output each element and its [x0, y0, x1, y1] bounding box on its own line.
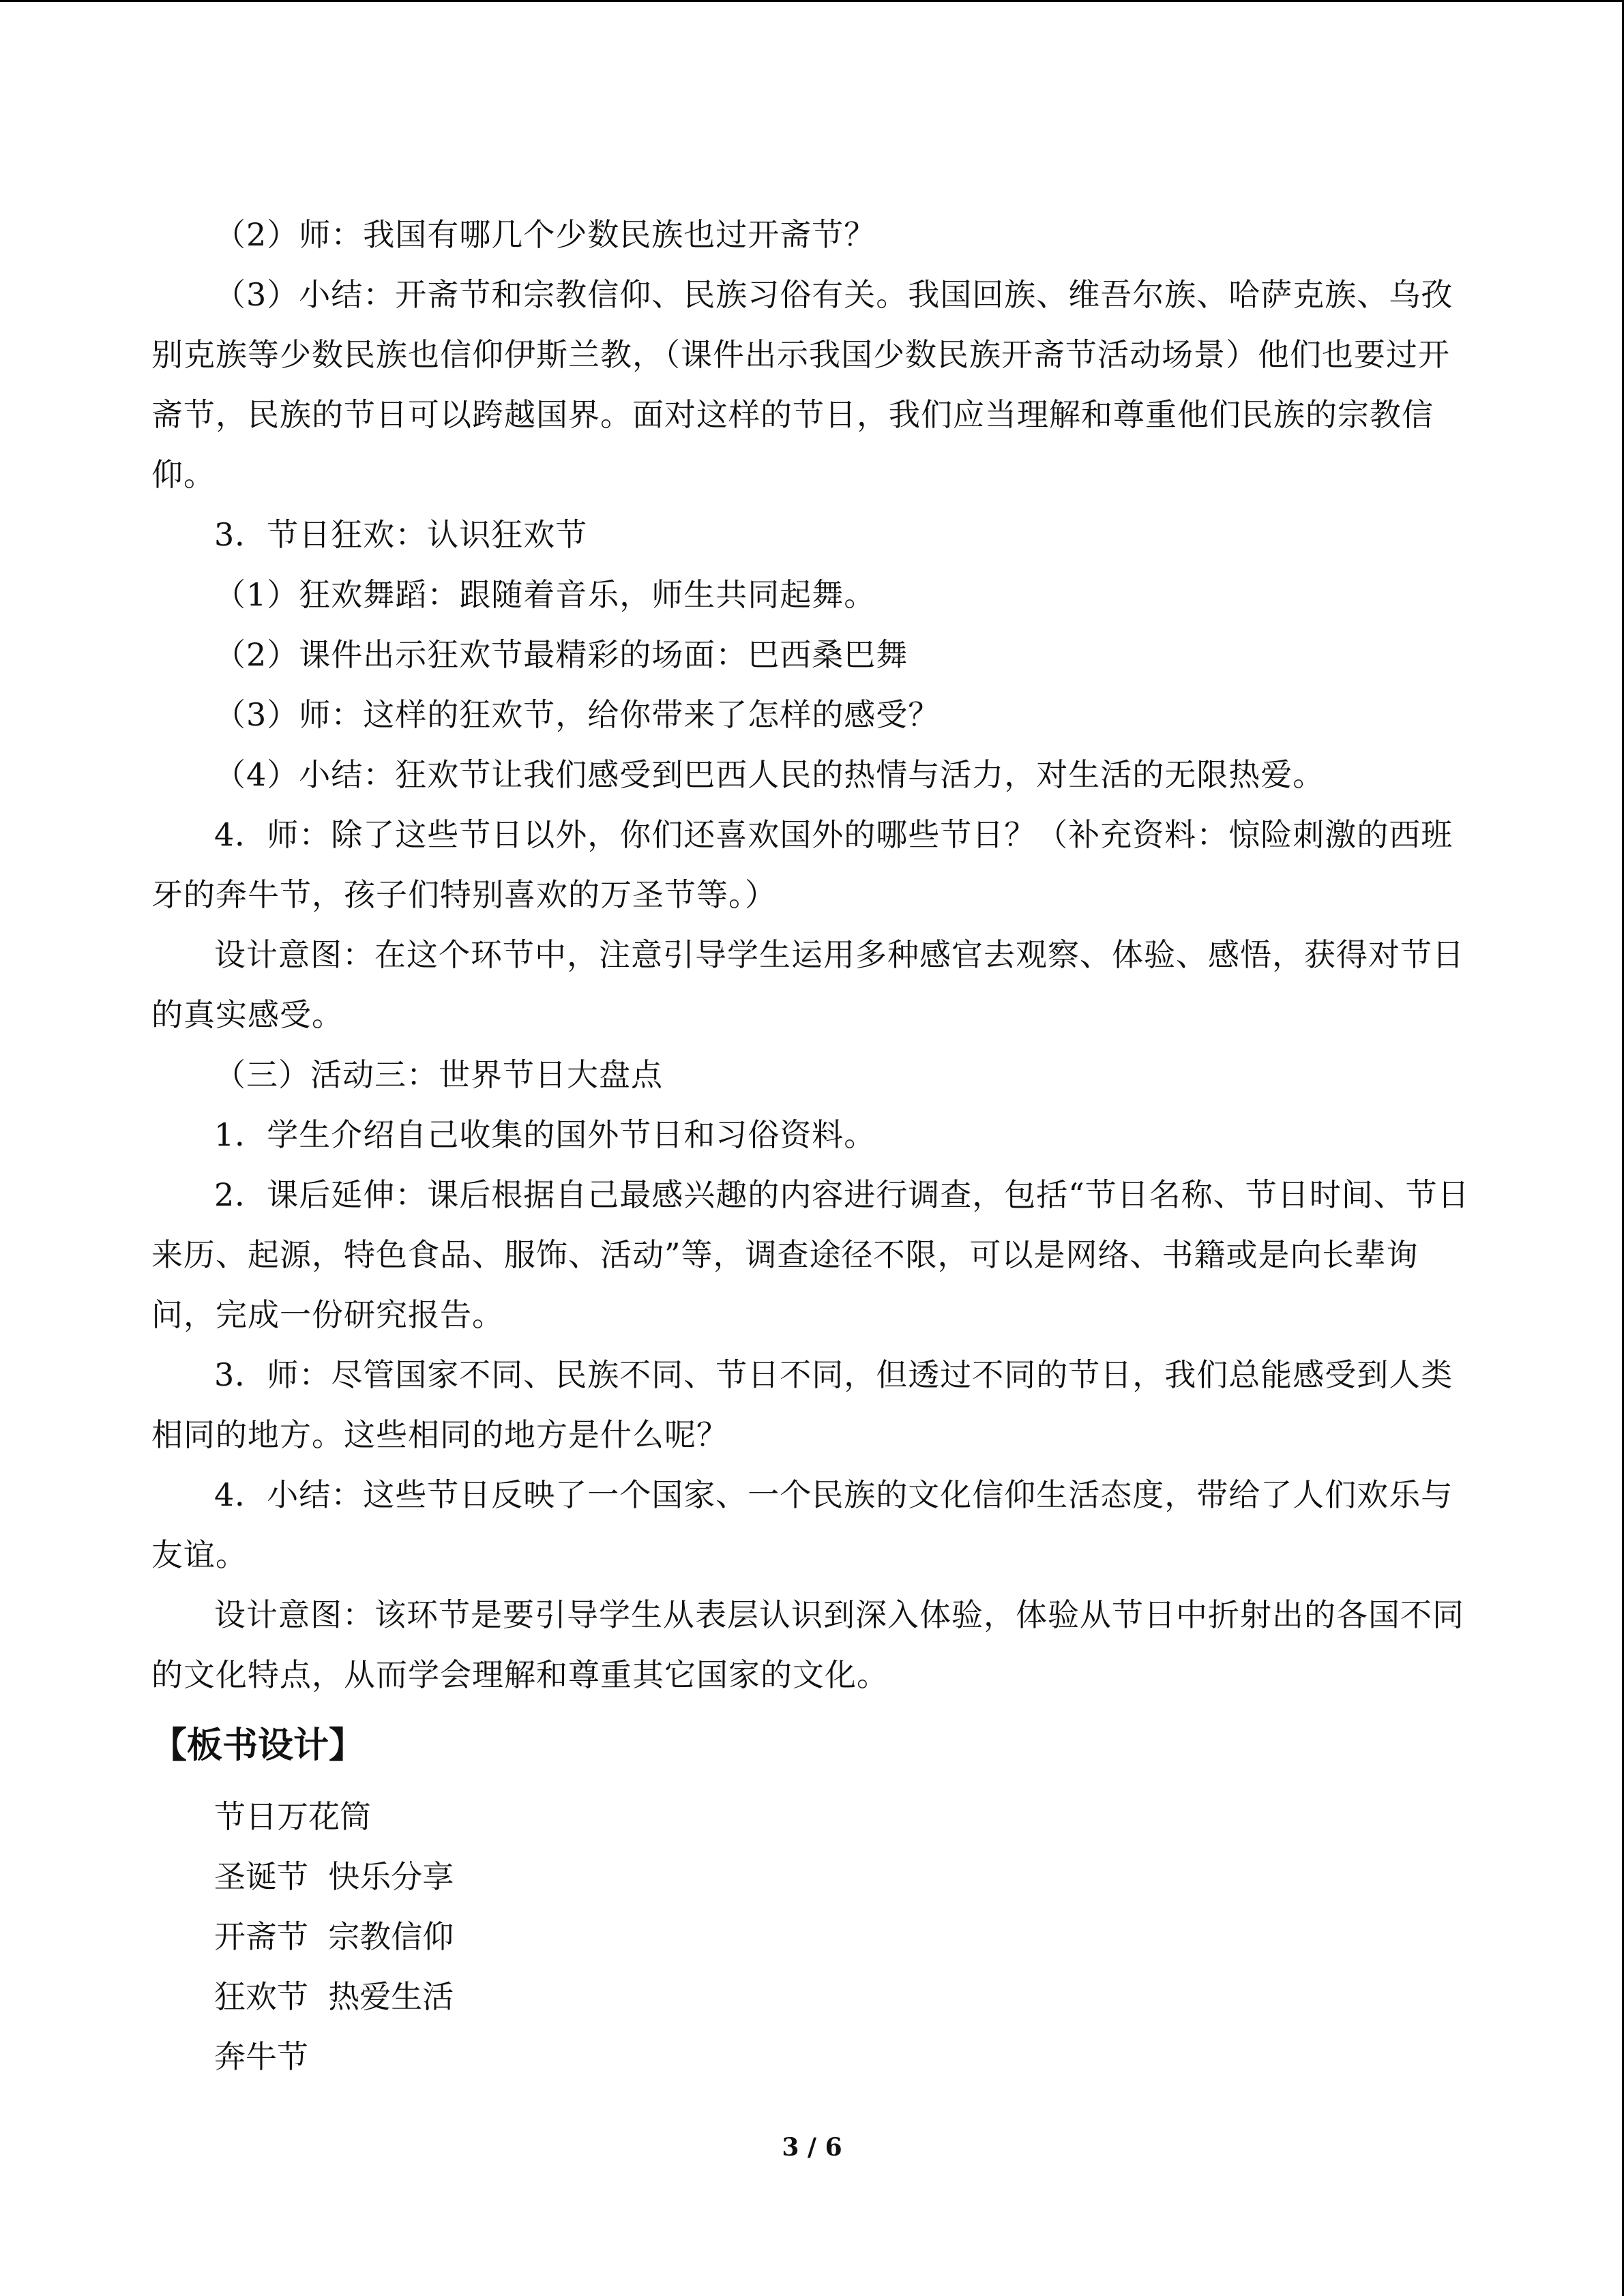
- paragraph: 3．节日狂欢：认识狂欢节: [214, 516, 588, 553]
- board-line: 开斋节 宗教信仰: [214, 1918, 454, 1955]
- paragraph: （1）狂欢舞蹈：跟随着音乐，师生共同起舞。: [214, 576, 876, 613]
- paragraph: （2）课件出示狂欢节最精彩的场面：巴西桑巴舞: [214, 636, 909, 673]
- board-design: [151, 1787, 1472, 2087]
- paragraph: （3）师：这样的狂欢节，给你带来了怎样的感受？: [214, 696, 941, 733]
- paragraph: （2）师：我国有哪几个少数民族也过开斋节？: [214, 216, 876, 253]
- paragraph: 1．学生介绍自己收集的国外节日和习俗资料。: [214, 1116, 876, 1153]
- paragraph: （4）小结：狂欢节让我们感受到巴西人民的热情与活力，对生活的无限热爱。: [214, 756, 1325, 793]
- paragraph: 2．课后延伸：课后根据自己最感兴趣的内容进行调查，包括“节日名称、节日时间、节日来历、起源，特色食品、服饰、活动”等，调查途径不限，可以是网络、书籍或是向长辈询问，完成一份研究报告。: [151, 1176, 1470, 1333]
- board-line: 节日万花筒: [214, 1798, 371, 1835]
- board-line: 狂欢节 热爱生活: [214, 1978, 454, 2015]
- paragraph: 4．小结：这些节日反映了一个国家、一个民族的文化信仰生活态度，带给了人们欢乐与友谊。: [151, 1476, 1453, 1573]
- paragraph: 设计意图：该环节是要引导学生从表层认识到深入体验，体验从节日中折射出的各国不同的文化特点，从而学会理解和尊重其它国家的文化。: [151, 1596, 1464, 1693]
- board-line: 圣诞节 快乐分享: [214, 1858, 454, 1895]
- board-line: 奔牛节: [214, 2038, 308, 2075]
- paragraph: （3）小结：开斋节和宗教信仰、民族习俗有关。我国回族、维吾尔族、哈萨克族、乌孜别克族等少数民族也信仰伊斯兰教，（课件出示我国少数民族开斋节活动场景）他们也要过开斋节，民族的节日可以跨越国界。面对这样的节日，我们应当理解和尊重他们民族的宗教信仰。: [151, 276, 1453, 493]
- paragraph: 设计意图：在这个环节中，注意引导学生运用多种感官去观察、体验、感悟，获得对节日的真实感受。: [151, 936, 1464, 1033]
- section-heading: 【板书设计】: [151, 1725, 365, 1766]
- top-border-line: [0, 0, 1624, 2]
- paragraph: 4．师：除了这些节日以外，你们还喜欢国外的哪些节日？（补充资料：惊险刺激的西班牙的奔牛节，孩子们特别喜欢的万圣节等。）: [151, 816, 1453, 913]
- page-number: 3 / 6: [782, 2133, 842, 2162]
- document-body: [151, 205, 1472, 2087]
- paragraph: （三）活动三：世界节日大盘点: [214, 1056, 663, 1093]
- paragraph: 3．师：尽管国家不同、民族不同、节日不同，但透过不同的节日，我们总能感受到人类相同的地方。这些相同的地方是什么呢？: [151, 1356, 1453, 1453]
